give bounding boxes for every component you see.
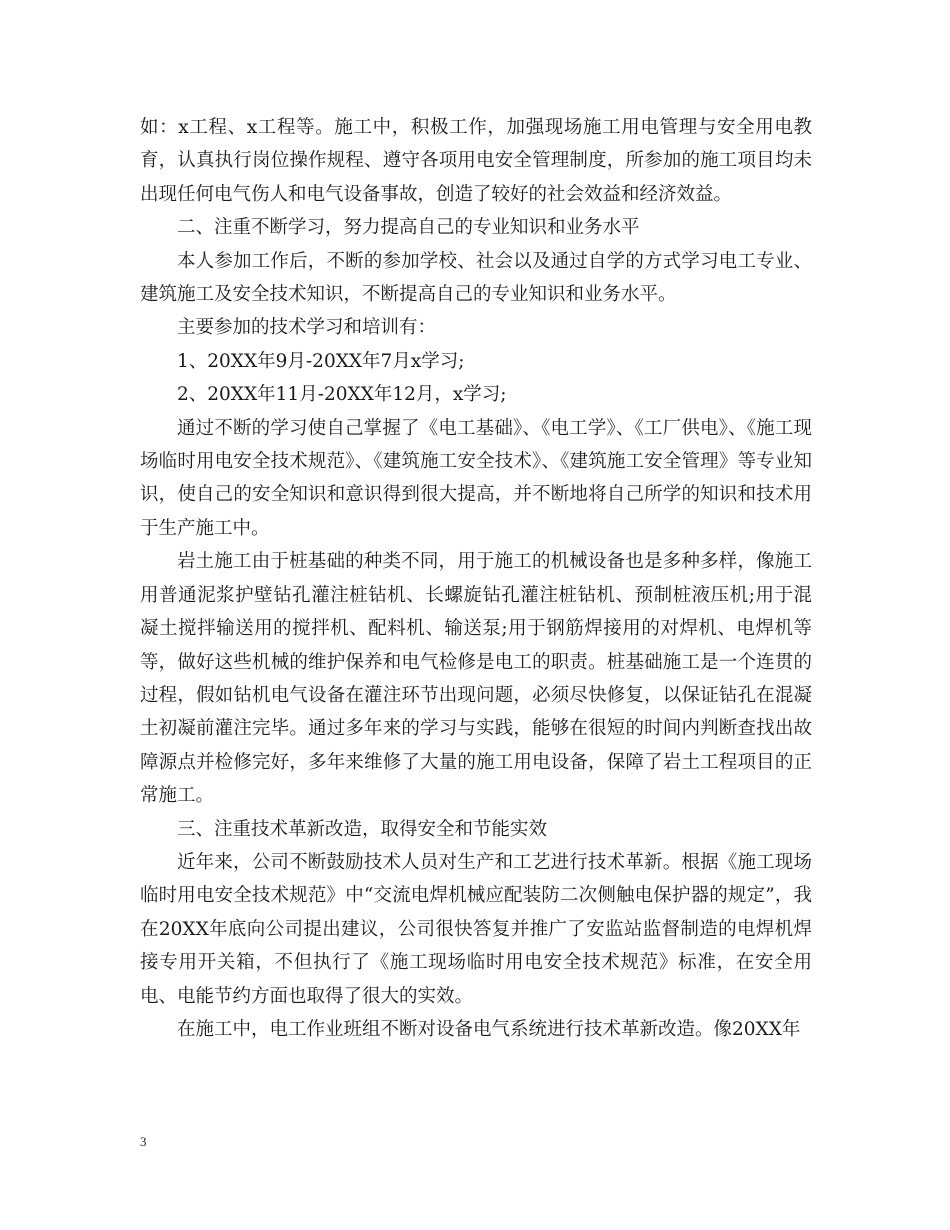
list-item: 1、20XX年9月-20XX年7月x学习; — [177, 350, 465, 372]
page-number: 3 — [140, 1134, 147, 1149]
paragraph-continuation: 如：x工程、x工程等。施工中，积极工作，加强现场施工用电管理与安全用电教育，认真执行岗位操作规程、遵守各项用电安全管理制度，所参加的施工项目均未出现任何电气伤人和电气设备事故，创造了较好的社会效益和经济效益。 — [140, 117, 812, 205]
paragraph: 在施工中，电工作业班组不断对设备电气系统进行技术革新改造。像20XX年 — [177, 1018, 801, 1040]
paragraph: 岩土施工由于桩基础的种类不同，用于施工的机械设备也是多种多样，像施工用普通泥浆护壁钻孔灌注桩钻机、长螺旋钻孔灌注桩钻机、预制桩液压机;用于混凝土搅拌输送用的搅拌机、配料机、输送泵;用于钢筋焊接用的对焊机、电焊机等等，做好这些机械的维护保养和电气检修是电工的职责。桩基础施工是一个连贯的过程，假如钻机电气设备在灌注环节出现问题，必须尽快修复，以保证钻孔在混凝土初凝前灌注完毕。通过多年来的学习与实践，能够在很短的时间内判断查找出故障源点并检修完好，多年来维修了大量的施工用电设备，保障了岩土工程项目的正常施工。 — [140, 551, 812, 807]
paragraph: 近年来，公司不断鼓励技术人员对生产和工艺进行技术革新。根据《施工现场临时用电安全技术规范》中“交流电焊机械应配装防二次侧触电保护器的规定”，我在20XX年底向公司提出建议，公司很快答复并推广了安监站监督制造的电焊机焊接专用开关箱，不但执行了《施工现场临时用电安全技术规范》标准，在安全用电、电能节约方面也取得了很大的实效。 — [140, 851, 812, 1007]
list-item: 2、20XX年11月-20XX年12月，x学习; — [177, 384, 507, 406]
paragraph: 通过不断的学习使自己掌握了《电工基础》、《电工学》、《工厂供电》、《施工现场临时用电安全技术规范》、《建筑施工安全技术》、《建筑施工安全管理》等专业知识，使自己的安全知识和意识得到很大提高，并不断地将自己所学的知识和技术用于生产施工中。 — [140, 417, 812, 539]
paragraph: 主要参加的技术学习和培训有： — [177, 317, 437, 339]
section-heading-3: 三、注重技术革新改造，取得安全和节能实效 — [177, 818, 548, 840]
document-body — [140, 111, 812, 1046]
paragraph: 本人参加工作后，不断的参加学校、社会以及通过自学的方式学习电工专业、建筑施工及安全技术知识，不断提高自己的专业知识和业务水平。 — [140, 250, 812, 306]
section-heading-2: 二、注重不断学习，努力提高自己的专业知识和业务水平 — [177, 217, 640, 239]
